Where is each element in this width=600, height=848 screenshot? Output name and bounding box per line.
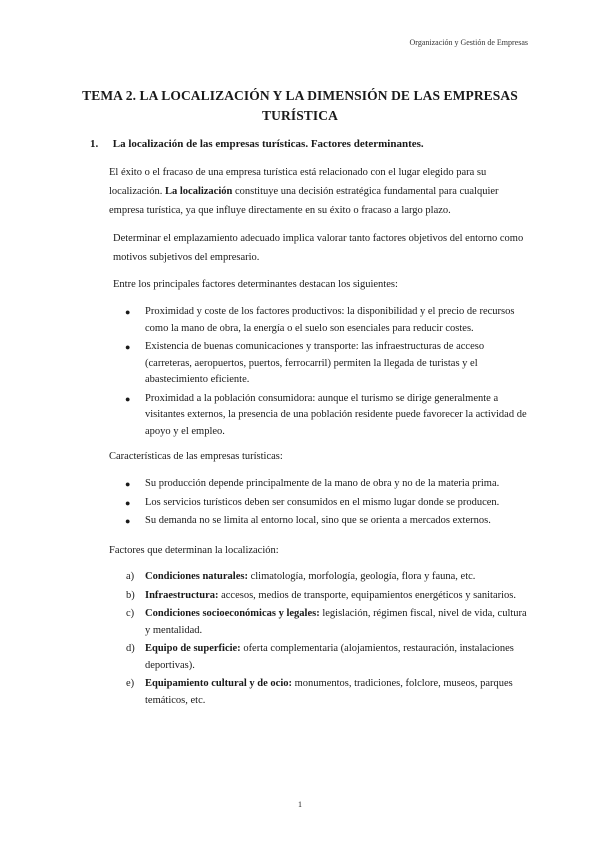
- list-item-bold: Equipamiento cultural y de ocio:: [145, 678, 293, 689]
- list-item-bold: Infraestructura:: [145, 589, 219, 601]
- list-item-text: accesos, medios de transporte, equipamientos energéticos y sanitarios.: [218, 589, 516, 601]
- list-item-text: Existencia de buenas comunicaciones y transporte: las infraestructuras de acceso (carreteras, aeropuertos, puertos, ferrocarril) permiten la llegada de turistas y el abastecimiento eficiente.: [145, 341, 485, 385]
- list-letter: b): [126, 589, 135, 601]
- bullet-icon: ●: [125, 497, 131, 508]
- list-item: [109, 676, 531, 709]
- list-item-text: Su demanda no se limita al entorno local, sino que se orienta a mercados externos.: [145, 515, 491, 526]
- section-heading-text: La localización de las empresas turísticas. Factores determinantes.: [112, 138, 424, 150]
- list-letter: d): [126, 643, 135, 654]
- list-item-bold: Condiciones socioeconómicas y legales:: [145, 608, 320, 619]
- paragraph-caracteristicas: Características de las empresas turísticas:: [109, 451, 283, 462]
- list-item: [109, 513, 531, 530]
- list-item: [109, 495, 531, 512]
- list-item: [109, 391, 531, 441]
- list-item-text: climatología, morfología, geología, flora y fauna, etc.: [247, 571, 476, 582]
- page-number: 1: [298, 800, 302, 809]
- section-heading: [90, 138, 424, 150]
- paragraph-intro: [109, 163, 531, 220]
- list-item-text: oferta complementaria (alojamientos, restauración, instalaciones deportivas).: [145, 643, 514, 671]
- characteristics-bullet-list: [109, 476, 531, 532]
- list-item-text: legislación, régimen fiscal, nivel de vida, cultura y mentalidad.: [145, 608, 527, 636]
- paragraph-intro-end: constituye una decisión estratégica fundamental para cualquier empresa turística, ya que influye directamente en su éxito o fracaso a largo plazo.: [109, 186, 499, 216]
- bullet-icon: ●: [125, 307, 131, 317]
- factors-bullet-list: [109, 304, 531, 442]
- list-item-text: Proximidad a la población consumidora: aunque el turismo se dirige generalmente a visitantes externos, la presencia de una población residente puede favorecer la actividad de apoyo y el empleo.: [145, 392, 527, 437]
- list-item-bold: Equipo de superficie:: [145, 643, 241, 654]
- paragraph-factores-intro: Entre los principales factores determinantes destacan los siguientes:: [113, 279, 398, 290]
- list-item: [109, 606, 531, 639]
- list-item: [109, 641, 531, 674]
- list-item: [109, 476, 531, 493]
- paragraph-intro-bold: La localización: [164, 186, 233, 197]
- running-header: Organización y Gestión de Empresas: [409, 38, 528, 47]
- list-letter: c): [126, 608, 135, 619]
- list-item-text: monumentos, tradiciones, folclore, museos, parques temáticos, etc.: [145, 678, 513, 706]
- section-number: 1.: [90, 138, 99, 150]
- list-item: [109, 588, 531, 605]
- paragraph-intro-start: El éxito o el fracaso de una empresa turística está relacionado con el lugar elegido para su localización.: [109, 167, 487, 197]
- bullet-icon: ●: [125, 342, 131, 352]
- bullet-icon: ●: [125, 479, 131, 489]
- paragraph-factores-localizacion: Factores que determinan la localización:: [109, 545, 279, 556]
- list-item: [109, 304, 531, 337]
- list-item: [109, 569, 531, 586]
- page-title: TEMA 2. LA LOCALIZACIÓN Y LA DIMENSIÓN DE LAS EMPRESAS TURÍSTICA: [82, 88, 518, 123]
- list-letter: a): [126, 571, 135, 582]
- list-letter: e): [126, 678, 135, 689]
- list-item-text: Proximidad y coste de los factores productivos: la disponibilidad y el precio de recursos como la mano de obra, la energía o el suelo son esenciales para reducir costes.: [145, 306, 515, 334]
- location-factors-list: [109, 569, 531, 711]
- list-item-text: Los servicios turísticos deben ser consumidos en el mismo lugar donde se producen.: [145, 496, 500, 508]
- bullet-icon: ●: [125, 516, 131, 526]
- list-item: [109, 339, 531, 389]
- paragraph-emplazamiento: Determinar el emplazamiento adecuado implica valorar tanto factores objetivos del entorno como motivos subjetivos del empresario.: [113, 233, 524, 263]
- bullet-icon: ●: [125, 393, 131, 404]
- list-item-text: Su producción depende principalmente de la mano de obra y no de la materia prima.: [145, 478, 500, 489]
- list-item-bold: Condiciones naturales:: [145, 571, 248, 582]
